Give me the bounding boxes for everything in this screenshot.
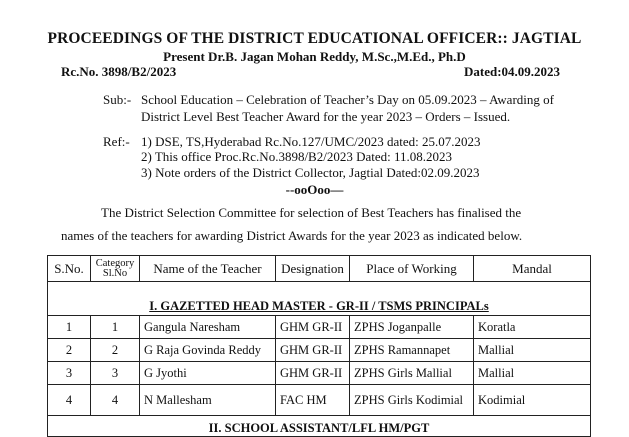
presiding-officer: Present Dr.B. Jagan Mohan Reddy, M.Sc.,M.Ed., Ph.D (163, 49, 466, 64)
cell-name: G Raja Govinda Reddy (140, 339, 276, 362)
body-line-1: The District Selection Committee for selection of Best Teachers has finalised the (101, 205, 522, 220)
cell-place: ZPHS Girls Mallial (350, 362, 474, 385)
cell-place: ZPHS Joganpalle (350, 316, 474, 339)
cell-name: N Mallesham (140, 385, 276, 416)
reference-item-3: 3) Note orders of the District Collector, Jagtial Dated:02.09.2023 (141, 165, 480, 180)
cell-name: Gangula Naresham (140, 316, 276, 339)
header-category: Category Sl.No (91, 256, 140, 282)
cell-mandal: Mallial (474, 362, 591, 385)
section-row (48, 416, 591, 437)
best-teacher-table (47, 255, 591, 437)
cell-designation: GHM GR-II (276, 339, 350, 362)
cell-mandal: Mallial (474, 339, 591, 362)
subject-label: Sub:- (103, 92, 132, 107)
cell-category: 1 (91, 316, 140, 339)
cell-place: ZPHS Ramannapet (350, 339, 474, 362)
reference-label: Ref:- (103, 134, 130, 149)
cell-sno: 1 (48, 316, 91, 339)
section-heading-school-assistant: II. SCHOOL ASSISTANT/LFL HM/PGT (48, 416, 591, 437)
cell-sno: 3 (48, 362, 91, 385)
cell-sno: 2 (48, 339, 91, 362)
reference-item-2: 2) This office Proc.Rc.No.3898/B2/2023 Dated: 11.08.2023 (141, 149, 453, 164)
reference-item-1: 1) DSE, TS,Hyderabad Rc.No.127/UMC/2023 dated: 25.07.2023 (141, 134, 481, 149)
cell-category: 2 (91, 339, 140, 362)
table-row (48, 385, 591, 416)
header-mandal: Mandal (474, 256, 591, 282)
cell-designation: GHM GR-II (276, 362, 350, 385)
table-header-row (48, 256, 591, 282)
table-row (48, 362, 591, 385)
header-place: Place of Working (350, 256, 474, 282)
cell-mandal: Koratla (474, 316, 591, 339)
cell-designation: GHM GR-II (276, 316, 350, 339)
document-date: Dated:04.09.2023 (464, 64, 561, 79)
cell-category: 3 (91, 362, 140, 385)
subject-line-2: District Level Best Teacher Award for the year 2023 – Orders – Issued. (141, 109, 511, 124)
table-row (48, 316, 591, 339)
header-designation: Designation (276, 256, 350, 282)
proceedings-title: PROCEEDINGS OF THE DISTRICT EDUCATIONAL OFFICER:: JAGTIAL (47, 30, 582, 47)
header-sno: S.No. (48, 256, 91, 282)
cell-sno: 4 (48, 385, 91, 416)
cell-mandal: Kodimial (474, 385, 591, 416)
separator: --ooOoo— (285, 182, 344, 197)
cell-designation: FAC HM (276, 385, 350, 416)
cell-category: 4 (91, 385, 140, 416)
subject-line-1: School Education – Celebration of Teacher’s Day on 05.09.2023 – Awarding of (141, 92, 554, 107)
section-heading-gazetted: I. GAZETTED HEAD MASTER - GR-II / TSMS PRINCIPALs (48, 282, 591, 316)
reference-number: Rc.No. 3898/B2/2023 (61, 64, 177, 79)
table-row (48, 339, 591, 362)
cell-place: ZPHS Girls Kodimial (350, 385, 474, 416)
section-row (48, 282, 591, 316)
body-line-2: names of the teachers for awarding District Awards for the year 2023 as indicated below. (61, 228, 523, 243)
cell-name: G Jyothi (140, 362, 276, 385)
header-name: Name of the Teacher (140, 256, 276, 282)
